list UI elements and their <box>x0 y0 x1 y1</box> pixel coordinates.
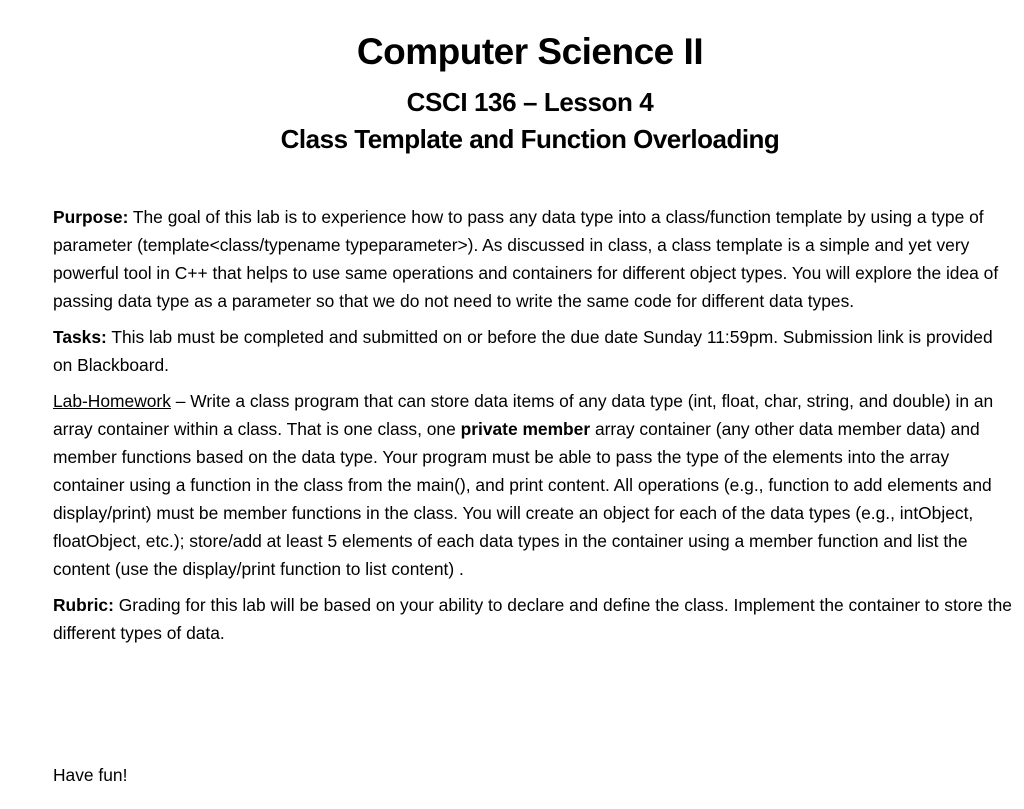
rubric-text: Grading for this lab will be based on your ability to declare and define the class. Implement the container to store the different types of data. <box>53 595 1012 643</box>
tasks-label: Tasks: <box>53 327 107 347</box>
title-block <box>0 30 1024 157</box>
closing-line: Have fun! <box>53 765 128 785</box>
document-body <box>53 203 1013 655</box>
lab-homework-label: Lab-Homework <box>53 391 171 411</box>
document-title: Computer Science II <box>356 31 704 72</box>
purpose-paragraph <box>53 203 1013 315</box>
lab-homework-text-before: – Write a class program that can store data items of any data type (int, float, char, string, and double) in an array container within a class. That is one class, one <box>53 391 994 439</box>
lab-homework-paragraph <box>53 387 1013 583</box>
lab-homework-text-after: array container (any other data member data) and member functions based on the data type. Your program must be able to pass the type of the elements into the array container using a function in the class from the main(), and print content. All operations (e.g., function to add elements and display/print) must be member functions in the class. You will create an object for each of the data types (e.g., intObject, floatObject, etc.); store/add at least 5 elements of each data types in the container using a member function and list the content (use the display/print function to list content) . <box>53 419 992 579</box>
tasks-paragraph <box>53 323 1013 379</box>
rubric-label: Rubric: <box>53 595 114 615</box>
course-lesson-heading: CSCI 136 – Lesson 4 <box>406 87 654 117</box>
lab-homework-emphasis: private member <box>460 419 591 439</box>
purpose-label: Purpose: <box>53 207 129 227</box>
tasks-text: This lab must be completed and submitted on or before the due date Sunday 11:59pm. Submission link is provided on Blackboard. <box>53 327 993 375</box>
lesson-topic-heading: Class Template and Function Overloading <box>280 124 780 154</box>
purpose-text: The goal of this lab is to experience how to pass any data type into a class/function template by using a type of parameter (template<class/typename typeparameter>). As discussed in class, a class template is a simple and yet very powerful tool in C++ that helps to use same operations and containers for different object types. You will explore the idea of passing data type as a parameter so that we do not need to write the same code for different data types. <box>53 207 999 311</box>
rubric-paragraph <box>53 591 1013 647</box>
